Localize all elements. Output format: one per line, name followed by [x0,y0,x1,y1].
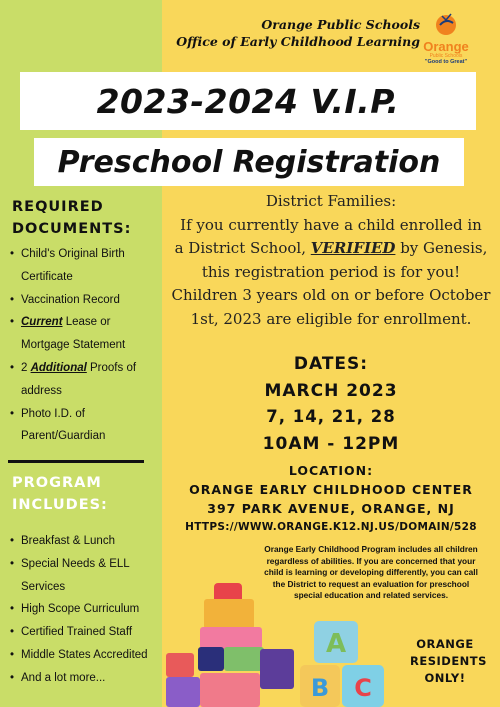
logo-text: Orange [423,39,469,54]
district-line: If you currently have a child enrolled in [180,215,482,234]
required-heading-line2: DOCUMENTS: [12,221,132,237]
location-label: LOCATION: [288,463,374,478]
list-item [10,621,162,644]
item-text: Child's Original Birth [21,248,125,260]
red-block-left [166,653,194,677]
page-subtitle: Preschool Registration [57,144,441,180]
district-line: this registration period is for you! [201,262,461,281]
header-org [176,16,420,50]
page-title: 2023-2024 V.I.P. [96,81,400,121]
list-item [10,598,162,621]
residents-line: ONLY! [424,671,466,685]
logo-sub: Public Schools [429,53,463,59]
green-block [224,647,264,671]
item-text: Breakfast & Lunch [21,535,115,547]
letter-a: A [325,629,347,659]
navy-block [198,647,224,671]
logo-globe-icon [431,12,461,36]
district-line: Children 3 years old on or before October [171,286,491,304]
pink-block [200,627,262,649]
district-message [162,190,500,331]
location-block [162,462,500,536]
district-line: District Families: [265,192,397,210]
letter-c: C [354,674,372,702]
item-text: Photo I.D. of [21,407,85,420]
dates-time: 10AM - 12PM [262,434,400,454]
dates-month: MARCH 2023 [264,381,398,401]
location-name: ORANGE EARLY CHILDHOOD CENTER [189,482,473,497]
purple-block [166,677,200,707]
program-heading-line1: PROGRAM [12,475,102,491]
program-includes-list [10,530,162,690]
org-office: Office of Early Childhood Learning [176,34,420,49]
list-item [10,357,162,403]
item-text: High Scope Curriculum [21,603,140,616]
list-item [10,644,162,667]
item-text: Certified Trained Staff [21,626,133,639]
subtitle-banner [34,138,464,186]
district-line [162,237,500,261]
item-text: And a lot more... [21,671,106,684]
dates-days: 7, 14, 21, 28 [266,407,396,426]
item-text: Mortgage Statement [21,339,126,352]
list-item [10,553,162,599]
orange-block [204,599,254,629]
required-documents-list [10,243,162,448]
logo-tagline: "Good to Great" [424,59,468,65]
residents-line: RESIDENTS [410,654,487,668]
residents-notice [410,636,487,687]
list-item [10,403,162,449]
dates-label: DATES: [293,354,369,374]
item-text: Services [21,580,66,593]
location-url-link[interactable]: HTTPS://WWW.ORANGE.K12.NJ.US/DOMAIN/528 [185,521,477,533]
verified-emphasis: VERIFIED [310,239,396,257]
list-item [10,289,162,312]
district-text: a District School, [174,239,311,257]
item-text: Proofs of [86,361,137,374]
list-item [10,243,162,289]
coral-block [200,673,260,707]
toy-blocks-illustration [162,565,392,707]
list-item [10,311,162,357]
program-heading-line2: INCLUDES: [12,497,108,513]
location-address: 397 PARK AVENUE, ORANGE, NJ [207,501,455,516]
list-item [10,667,162,690]
item-emphasis: Additional [30,361,87,374]
dates-block [162,350,500,458]
item-text: Lease or [62,316,111,329]
required-heading [12,196,157,240]
title-banner [20,72,476,130]
required-heading-line1: REQUIRED [12,199,104,215]
org-name: Orange Public Schools [261,17,420,32]
list-item [10,530,162,553]
violet-block [260,649,294,689]
orange-logo [420,12,472,70]
item-text: 2 [21,361,31,374]
item-text: Parent/Guardian [21,430,106,443]
item-emphasis: Current [21,316,63,329]
district-line: 1st, 2023 are eligible for enrollment. [190,309,472,328]
item-text: Certificate [21,270,73,283]
divider [8,460,144,463]
item-text: Special Needs & ELL [21,557,130,570]
letter-b: B [310,674,330,702]
residents-line: ORANGE [416,637,474,651]
item-text: Middle States Accredited [21,648,148,661]
item-text: address [21,384,62,397]
program-note: Orange Early Childhood Program includes all children regardless of abilities. If you are concerned that your child is learning or developing differently, you can call the District to request an evaluation for preschool special education and related services. [264,544,478,600]
program-heading [12,472,157,516]
district-text: by Genesis, [395,239,488,257]
item-text: Vaccination Record [21,293,120,306]
